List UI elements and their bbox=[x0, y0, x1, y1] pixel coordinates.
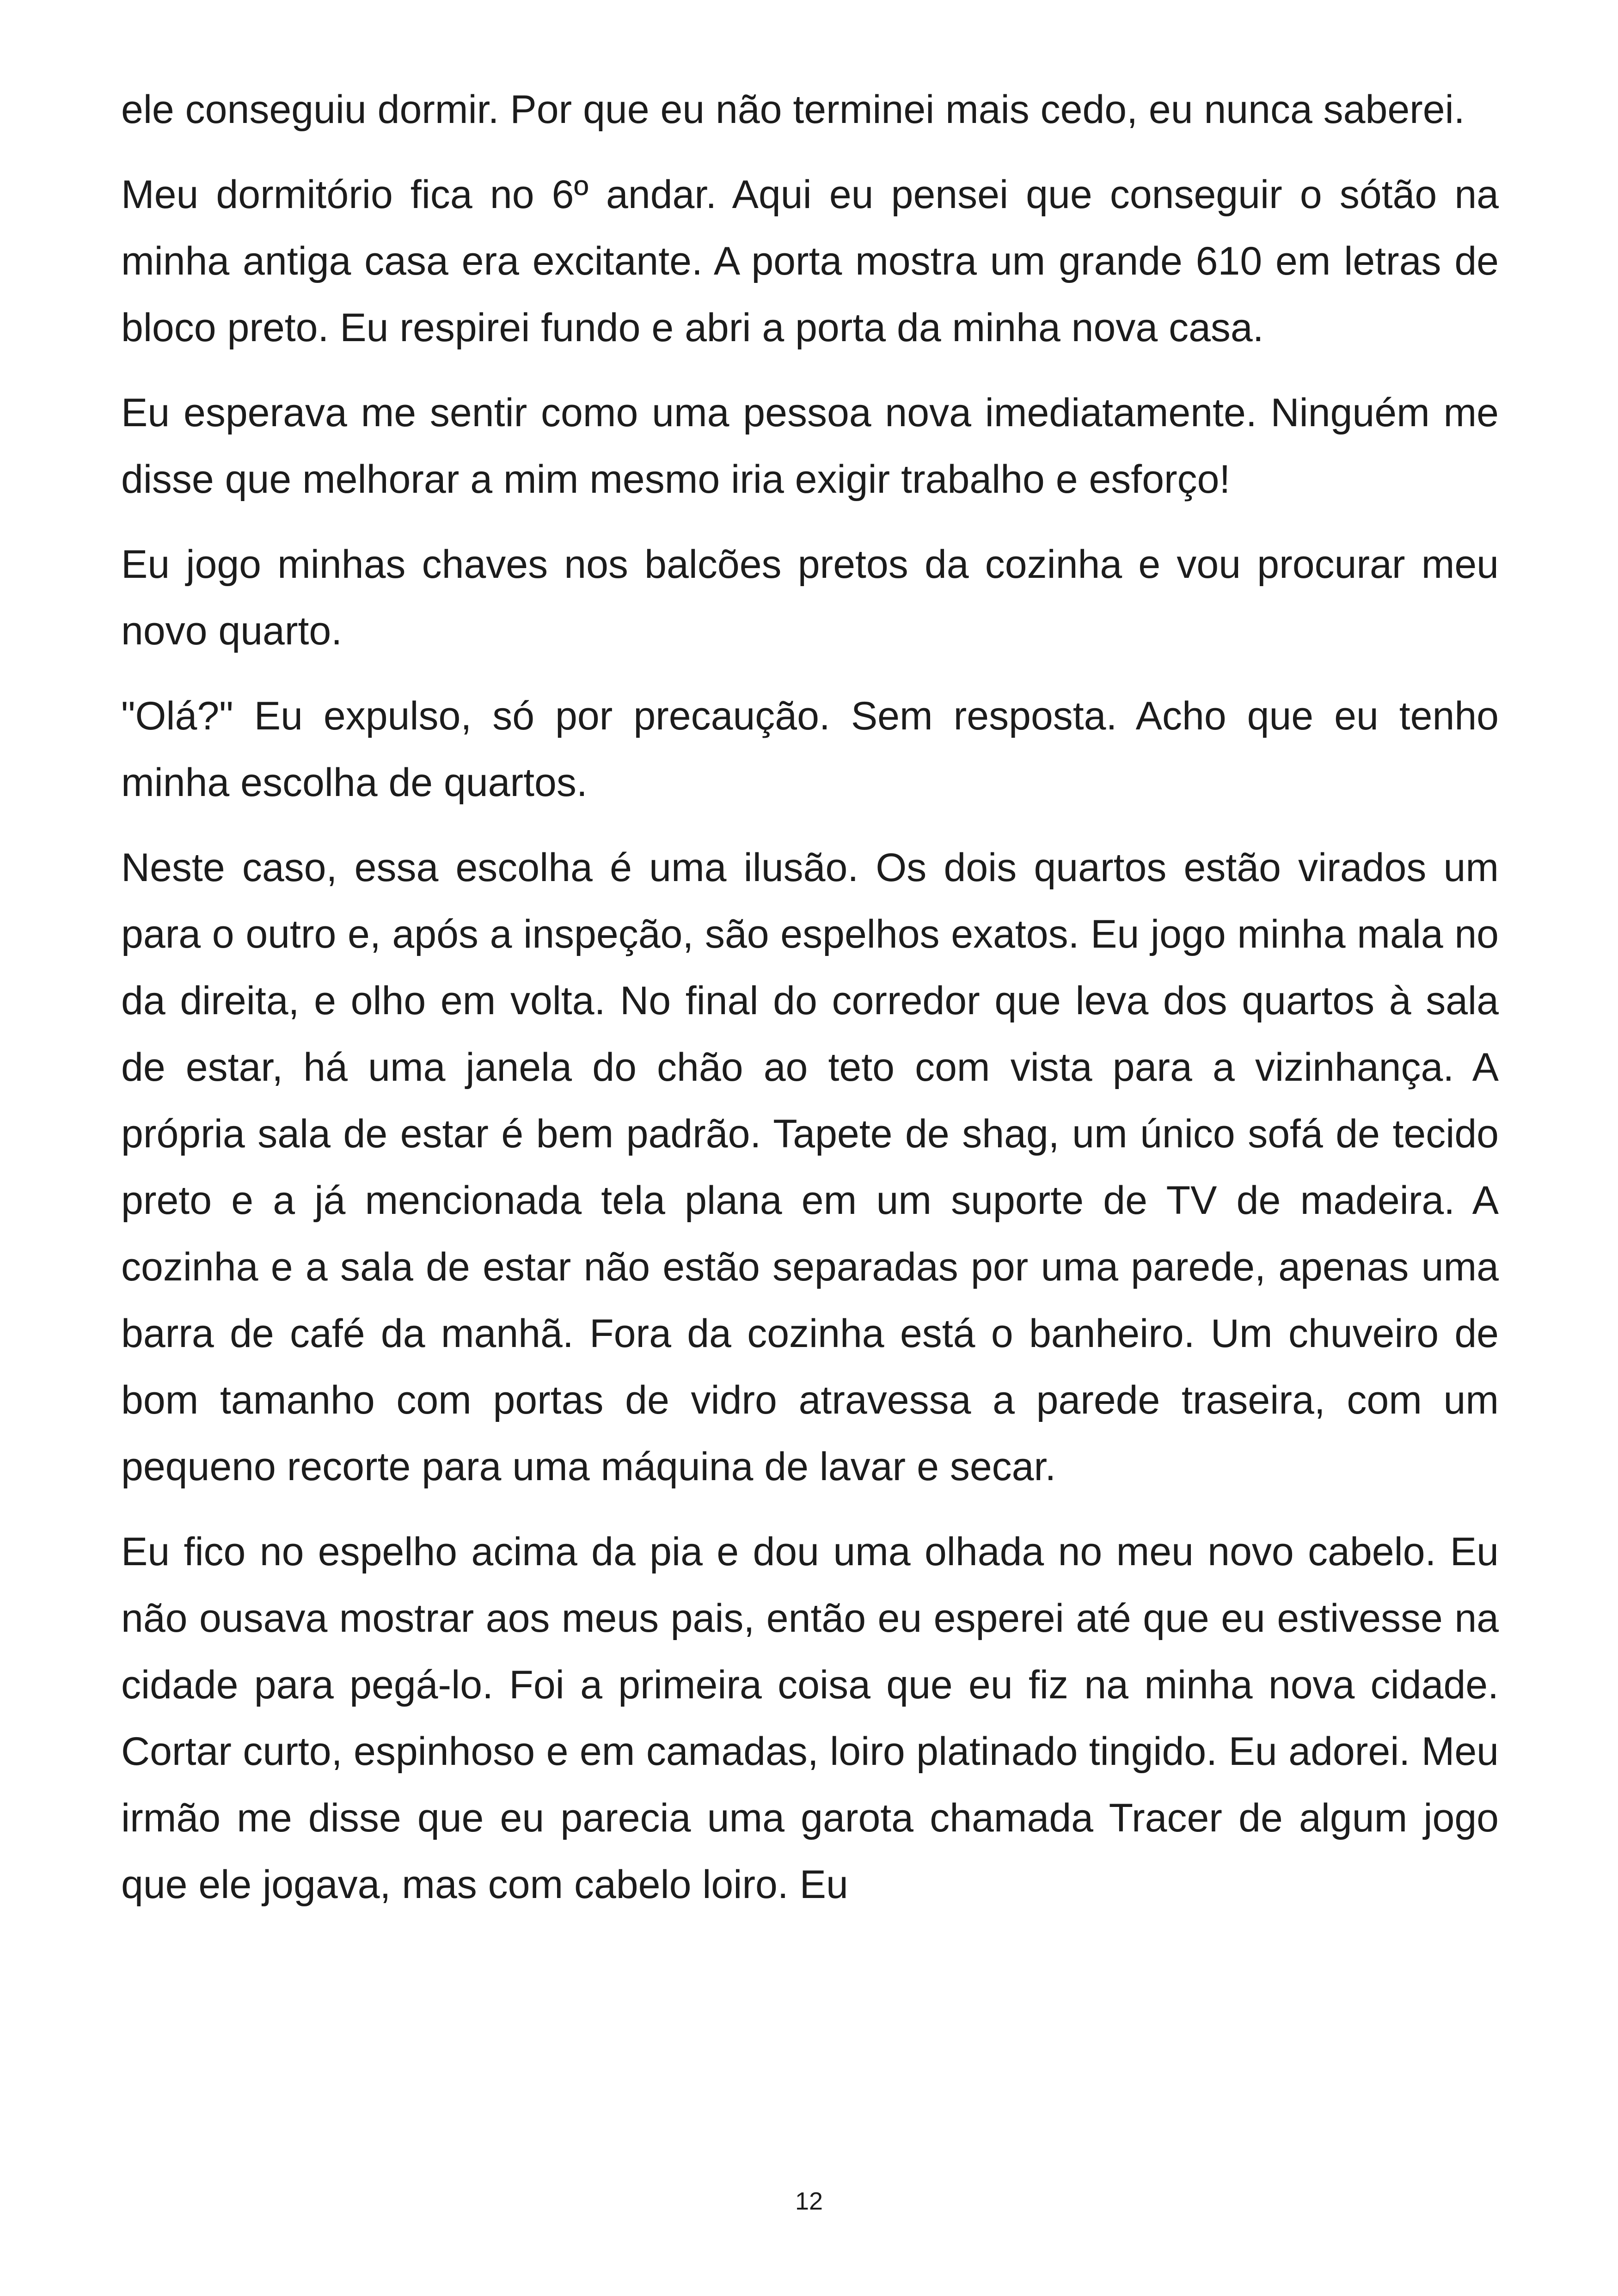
body-text bbox=[121, 76, 1499, 1936]
paragraph: Eu esperava me sentir como uma pessoa nova imediatamente. Ninguém me disse que melhorar a mim mesmo iria exigir trabalho e esforço! bbox=[121, 391, 1499, 502]
paragraph: Eu fico no espelho acima da pia e dou uma olhada no meu novo cabelo. Eu não ousava mostrar aos meus pais, então eu esperei até que eu estivesse na cidade para pegá-lo. Foi a primeira coisa que eu fiz na minha nova cidade. Cortar curto, espinhoso e em camadas, loiro platinado tingido. Eu adorei. Meu irmão me disse que eu parecia uma garota chamada Tracer de algum jogo que ele jogava, mas com cabelo loiro. Eu bbox=[121, 1530, 1499, 1907]
paragraph: Meu dormitório fica no 6º andar. Aqui eu pensei que conseguir o sótão na minha antiga casa era excitante. A porta mostra um grande 610 em letras de bloco preto. Eu respirei fundo e abri a porta da minha nova casa. bbox=[121, 172, 1499, 350]
paragraph: Eu jogo minhas chaves nos balcões pretos da cozinha e vou procurar meu novo quarto. bbox=[121, 542, 1499, 653]
paragraph: Neste caso, essa escolha é uma ilusão. Os dois quartos estão virados um para o outro e, após a inspeção, são espelhos exatos. Eu jogo minha mala no da direita, e olho em volta. No final do corredor que leva dos quartos à sala de estar, há uma janela do chão ao teto com vista para a vizinhança. A própria sala de estar é bem padrão. Tapete de shag, um único sofá de tecido preto e a já mencionada tela plana em um suporte de TV de madeira. A cozinha e a sala de estar não estão separadas por uma parede, apenas uma barra de café da manhã. Fora da cozinha está o banheiro. Um chuveiro de bom tamanho com portas de vidro atravessa a parede traseira, com um pequeno recorte para uma máquina de lavar e secar. bbox=[121, 845, 1499, 1489]
paragraph: ele conseguiu dormir. Por que eu não terminei mais cedo, eu nunca saberei. bbox=[121, 87, 1465, 132]
paragraph: "Olá?" Eu expulso, só por precaução. Sem resposta. Acho que eu tenho minha escolha de quartos. bbox=[121, 694, 1499, 805]
page-number: 12 bbox=[795, 2187, 823, 2215]
